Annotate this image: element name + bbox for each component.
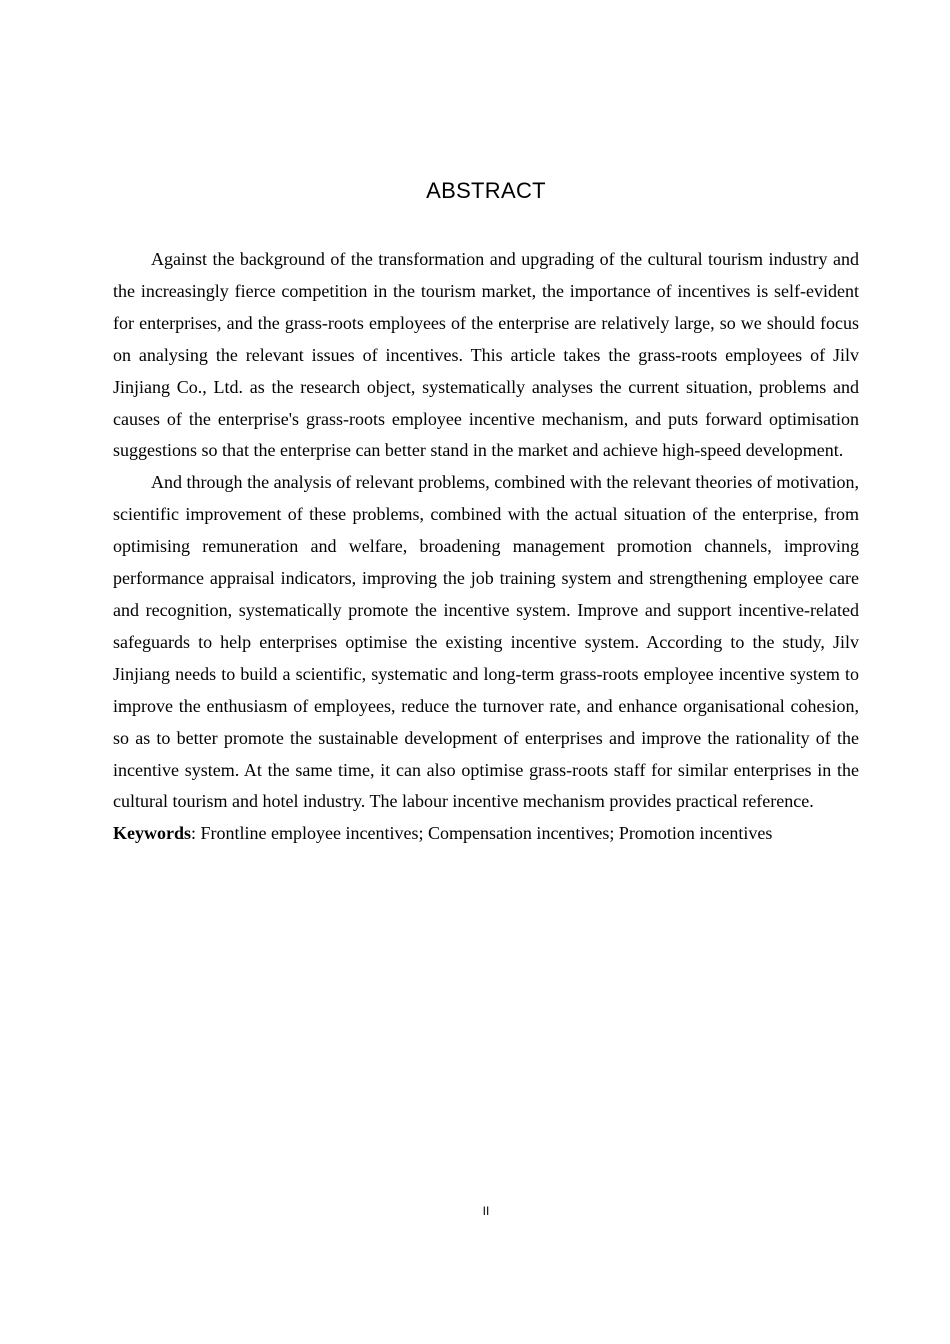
keywords-label: Keywords	[113, 823, 191, 844]
keywords-list: : Frontline employee incentives; Compensation incentives; Promotion incentives	[191, 823, 773, 844]
abstract-paragraph-2: And through the analysis of relevant problems, combined with the relevant theories of motivation, scientific improvement of these problems, combined with the actual situation of the enterprise, from optimising remuneration and welfare, broadening management promotion channels, improving performance appraisal indicators, improving the job training system and strengthening employee care and recognition, systematically promote the incentive system. Improve and support incentive-related safeguards to help enterprises optimise the existing incentive system. According to the study, Jilv Jinjiang needs to build a scientific, systematic and long-term grass-roots employee incentive system to improve the enthusiasm of employees, reduce the turnover rate, and enhance organisational cohesion, so as to better promote the sustainable development of enterprises and improve the rationality of the incentive system. At the same time, it can also optimise grass-roots staff for similar enterprises in the cultural tourism and hotel industry. The labour incentive mechanism provides practical reference.	[113, 472, 859, 812]
page-number: II	[482, 1204, 490, 1218]
abstract-paragraph-1: Against the background of the transformation and upgrading of the cultural tourism industry and the increasingly fierce competition in the tourism market, the importance of incentives is self-evident for enterprises, and the grass-roots employees of the enterprise are relatively large, so we should focus on analysing the relevant issues of incentives. This article takes the grass-roots employees of Jilv Jinjiang Co., Ltd. as the research object, systematically analyses the current situation, problems and causes of the enterprise's grass-roots employee incentive mechanism, and puts forward optimisation suggestions so that the enterprise can better stand in the market and achieve high-speed development.	[113, 249, 859, 461]
abstract-title: ABSTRACT	[426, 178, 546, 203]
keywords-line	[113, 818, 859, 850]
abstract-body	[113, 244, 859, 850]
